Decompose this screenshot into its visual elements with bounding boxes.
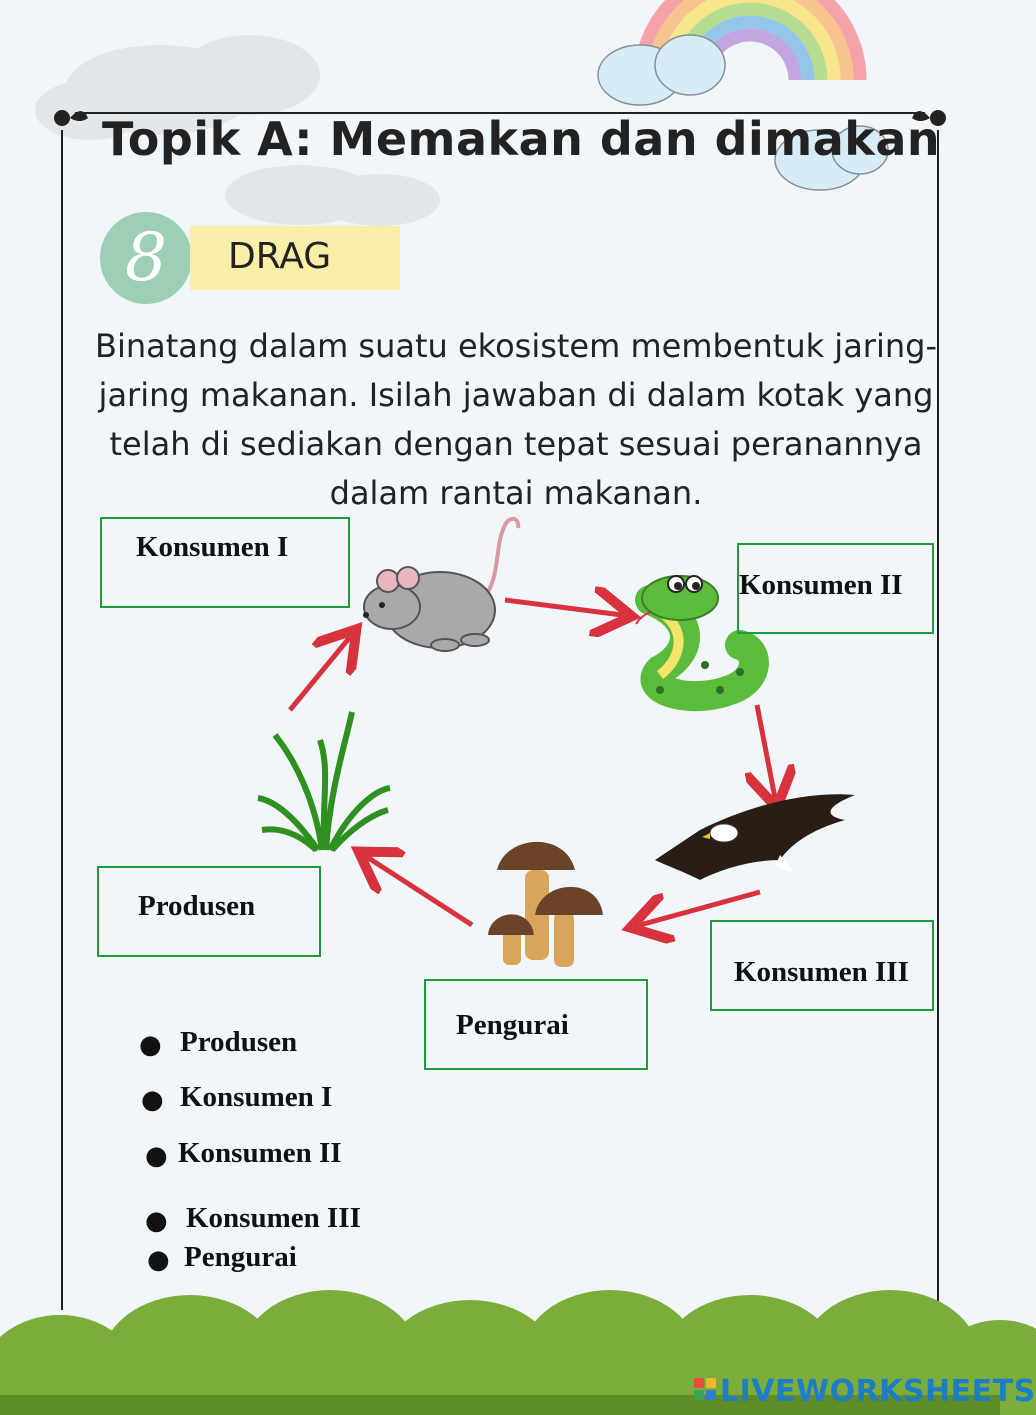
drop-box-label: Konsumen I xyxy=(136,531,289,563)
drop-box-label: Konsumen II xyxy=(739,569,903,601)
mouse-icon xyxy=(363,519,518,651)
word-konsumen-3[interactable]: Konsumen III xyxy=(186,1202,361,1234)
instruction-text: Binatang dalam suatu ekosistem membentuk jaring-jaring makanan. Isilah jawaban di dalam kotak yang telah di sediakan dengan tepat sesuai peranannya dalam rantai makanan. xyxy=(95,327,937,512)
word-pengurai[interactable]: Pengurai xyxy=(184,1241,297,1273)
grass-icon xyxy=(258,712,390,850)
drop-box-produsen[interactable] xyxy=(97,866,321,957)
activity-label: DRAG xyxy=(228,236,332,277)
drop-box-label: Produsen xyxy=(138,890,256,922)
drop-box-konsumen-2[interactable] xyxy=(737,543,934,634)
drop-box-konsumen-3[interactable] xyxy=(710,920,934,1011)
bullet-icon: ● xyxy=(145,1206,168,1236)
word-produsen[interactable]: Produsen xyxy=(180,1026,298,1058)
brand-name[interactable]: LIVEWORKSHEETS xyxy=(720,1374,1036,1409)
bullet-icon: ● xyxy=(147,1245,170,1275)
drop-box-label: Pengurai xyxy=(456,1009,569,1041)
bullet-icon: ● xyxy=(139,1030,162,1060)
drop-box-konsumen-1[interactable] xyxy=(100,517,350,608)
bullet-icon: ● xyxy=(145,1141,168,1171)
mushroom-icon xyxy=(488,842,603,967)
drop-box-label: Konsumen III xyxy=(734,956,909,988)
page-frame xyxy=(62,112,941,1310)
question-number: 8 xyxy=(125,219,167,296)
drop-box-pengurai[interactable] xyxy=(424,979,648,1070)
liveworksheets-logo-icon xyxy=(694,1378,716,1402)
eagle-icon xyxy=(655,794,855,880)
word-konsumen-1[interactable]: Konsumen I xyxy=(180,1081,333,1113)
bullet-icon: ● xyxy=(141,1085,164,1115)
word-konsumen-2[interactable]: Konsumen II xyxy=(178,1137,342,1169)
page-title: Topik A: Memakan dan dimakan xyxy=(102,112,941,166)
